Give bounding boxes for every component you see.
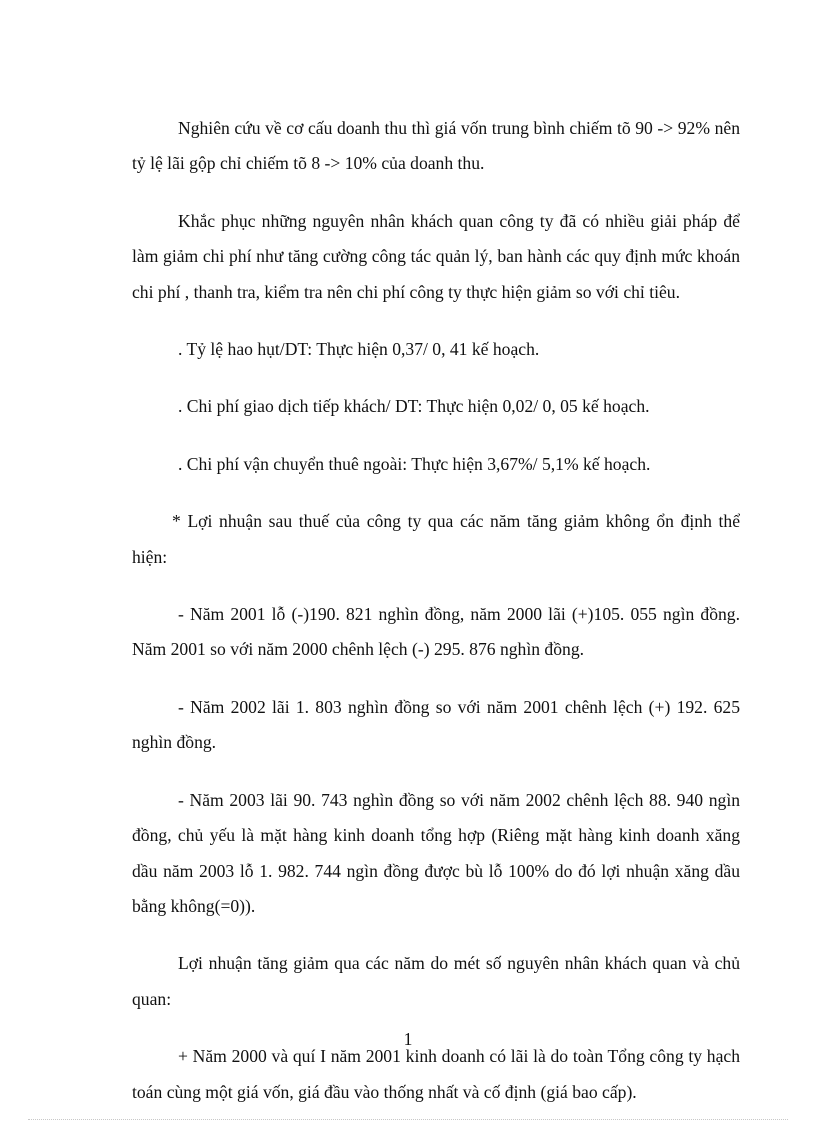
- page-bottom-divider: [28, 1119, 788, 1120]
- page-number: 1: [403, 1029, 413, 1049]
- paragraph-year-2002: - Năm 2002 lãi 1. 803 nghìn đồng so với năm 2001 chênh lệch (+) 192. 625 nghìn đồng.: [132, 696, 740, 753]
- paragraph-cost-structure: Nghiên cứu về cơ cấu doanh thu thì giá vốn trung bình chiếm tõ 90 -> 92% nên tỷ lệ lãi gộp chỉ chiếm tõ 8 -> 10% của doanh thu.: [132, 118, 740, 174]
- paragraph-profit-heading: * Lợi nhuận sau thuế của công ty qua các năm tăng giảm không ổn định thể hiện:: [132, 511, 740, 567]
- paragraph-year-2000-q1: + Năm 2000 và quí I năm 2001 kinh doanh có lãi là do toàn Tổng công ty hạch toán cùng một giá vốn, giá đầu vào thống nhất và cố định (giá bao cấp).: [132, 1046, 740, 1102]
- paragraph-entertainment-cost: . Chi phí giao dịch tiếp khách/ DT: Thực hiện 0,02/ 0, 05 kế hoạch.: [178, 396, 650, 417]
- paragraph-cost-reduction: Khắc phục những nguyên nhân khách quan công ty đã có nhiều giải pháp để làm giảm chi phí như tăng cường công tác quản lý, ban hành các quy định mức khoán chi phí , thanh tra, kiểm tra nên chi phí công ty thực hiện giảm so với chỉ tiêu.: [132, 210, 740, 302]
- paragraph-profit-causes: Lợi nhuận tăng giảm qua các năm do mét số nguyên nhân khách quan và chủ quan:: [132, 953, 740, 1009]
- paragraph-transport-cost: . Chi phí vận chuyển thuê ngoài: Thực hiện 3,67%/ 5,1% kế hoạch.: [178, 453, 651, 474]
- document-body: [132, 111, 740, 1132]
- paragraph-year-2003: - Năm 2003 lãi 90. 743 nghìn đồng so với năm 2002 chênh lệch 88. 940 ngìn đồng, chủ yếu là mặt hàng kinh doanh tổng hợp (Riêng mặt hàng kinh doanh xăng dầu năm 2003 lỗ 1. 982. 744 ngìn đồng được bù lỗ 100% do đó lợi nhuận xăng dầu bằng không(=0)).: [132, 789, 740, 916]
- paragraph-year-2001: - Năm 2001 lỗ (-)190. 821 nghìn đồng, năm 2000 lãi (+)105. 055 ngìn đồng. Năm 2001 so với năm 2000 chênh lệch (-) 295. 876 nghìn đồng.: [132, 604, 740, 660]
- paragraph-loss-ratio: . Tỷ lệ hao hụt/DT: Thực hiện 0,37/ 0, 41 kế hoạch.: [178, 339, 540, 360]
